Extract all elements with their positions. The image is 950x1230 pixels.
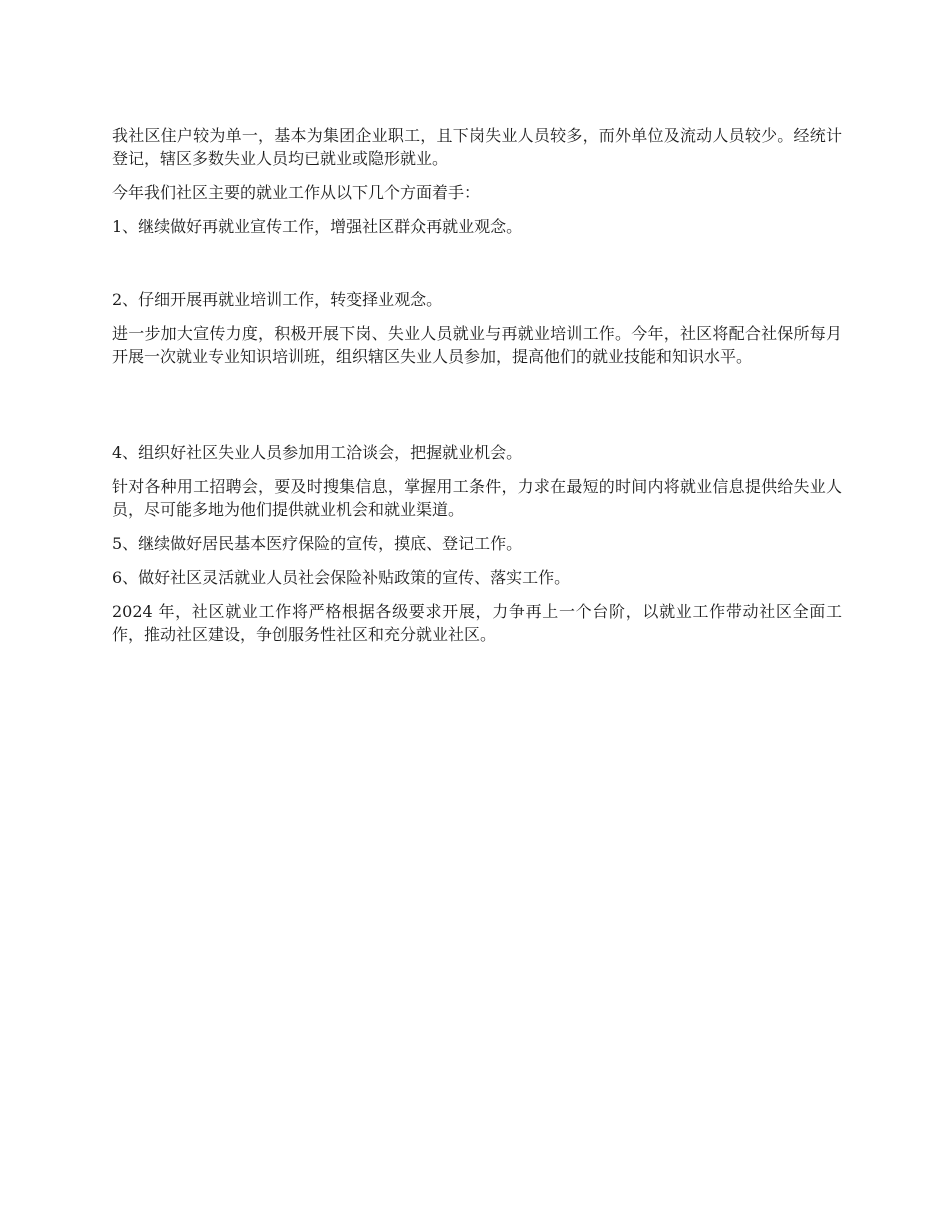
- paragraph-item-2: 2、仔细开展再就业培训工作，转变择业观念。: [112, 290, 443, 309]
- blank-spacer: [112, 379, 842, 441]
- blank-spacer: [112, 249, 842, 288]
- document-body: [112, 124, 842, 657]
- paragraph-item-5: 5、继续做好居民基本医疗保险的宣传，摸底、登记工作。: [112, 534, 523, 553]
- paragraph-recruitment-detail: 针对各种用工招聘会，要及时搜集信息，掌握用工条件，力求在最短的时间内将就业信息提供给失业人员，尽可能多地为他们提供就业机会和就业渠道。: [112, 477, 842, 519]
- paragraph-item-4: 4、组织好社区失业人员参加用工洽谈会，把握就业机会。: [112, 443, 523, 462]
- paragraph-conclusion: 2024 年，社区就业工作将严格根据各级要求开展，力争再上一个台阶，以就业工作带动社区全面工作，推动社区建设，争创服务性社区和充分就业社区。: [112, 602, 842, 644]
- paragraph-item-6: 6、做好社区灵活就业人员社会保险补贴政策的宣传、落实工作。: [112, 568, 571, 587]
- paragraph-community-overview: 我社区住户较为单一，基本为集团企业职工，且下岗失业人员较多，而外单位及流动人员较少。经统计登记，辖区多数失业人员均已就业或隐形就业。: [112, 126, 842, 168]
- paragraph-training-detail: 进一步加大宣传力度，积极开展下岗、失业人员就业与再就业培训工作。今年，社区将配合社保所每月开展一次就业专业知识培训班，组织辖区失业人员参加，提高他们的就业技能和知识水平。: [112, 324, 842, 366]
- paragraph-item-1: 1、继续做好再就业宣传工作，增强社区群众再就业观念。: [112, 217, 523, 236]
- paragraph-work-intro: 今年我们社区主要的就业工作从以下几个方面着手：: [112, 183, 481, 202]
